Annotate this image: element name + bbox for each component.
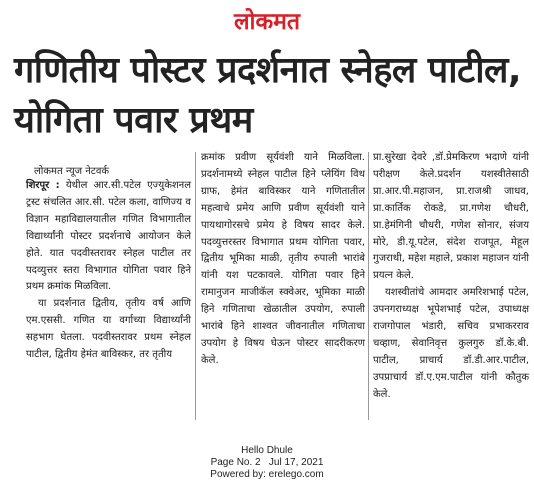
article-paragraph: या प्रदर्शनात द्वितीय, तृतीय वर्ष आणि एम.एससी. गणित या वर्गाच्या विद्यार्थ्यांनी सहभाग घेतला. पदवीस्तरावर प्रथम स्नेहल पाटील, द्वितीय हेमंत बाविस्कर, तर तृतीय: [26, 298, 191, 361]
column-divider: [195, 152, 196, 420]
article-paragraph: क्रमांक प्रवीण सूर्यवंशी याने मिळविला. प्रदर्शनामध्ये स्नेहल पाटील हिने प्लेयिंग विथ ग्राफ, हेमंत बाविस्कर याने गणितातील महत्वाचे प्रमेय आणि प्रवीण सूर्यवंशी याने पायथागोरसचे प्रमेय हे विषय सादर केले. पदव्युत्तरस्तर विभागात प्रथम योगिता पवार, द्वितीय भूमिका माळी, तृतीय रुपाली भारांबे यांनी यश पटकावले. योगिता पवार हिने रामानुजन माजीकॅल स्क्वेअर, भूमिका माळी हिने गणिताचा खेळातील उपयोग, रुपाली भारांबे हिने शाश्वत जीवनातील गणिताचा उपयोग हे विषय घेऊन पोस्टर सादरीकरण केले.: [201, 152, 365, 366]
byline: लोकमत न्यूज नेटवर्क: [34, 166, 110, 177]
article-column-3: [373, 150, 529, 404]
article-column-2: [201, 150, 365, 370]
column-divider: [368, 152, 369, 420]
footer-powered-by: Powered by: erelego.com: [210, 469, 324, 480]
article-column-1: [26, 178, 191, 364]
article-paragraph: [26, 178, 191, 296]
article-headline: गणितीय पोस्टर प्रदर्शनात स्नेहल पाटील, योगिता पवार प्रथम: [14, 50, 522, 141]
paragraph-text: येथील आर.सी.पटेल एज्युकेशनल ट्रस्ट संचलित आर.सी. पटेल कला, वाणिज्य व विज्ञान महाविद्यालयातील गणित विभागातील विद्यार्थ्यांनी पोस्टर प्रदर्शनाचे आयोजन केले होते. यात पदवीस्तरावर स्नेहल पाटील तर पदव्युत्तर स्तरा विभागात योगिता पवार हिने प्रथम क्रमांक मिळविला.: [26, 180, 191, 293]
dateline: शिरपूर :: [26, 180, 60, 191]
footer-edition: Hello Dhule: [241, 445, 293, 456]
footer-page-date: Page No. 2 Jul 17, 2021: [210, 457, 324, 468]
newspaper-logo: लोकमत: [233, 9, 301, 35]
article-paragraph: प्रा.सुरेखा देवरे ,डॉ.प्रेमकिरण भदाणे यांनी परीक्षण केले.प्रदर्शन यशस्वीतेसाठी प्रा.आर.पी.महाजन, प्रा.राजश्री जाधव, प्रा.कार्तिक रोकडे, प्रा.गणेश चौधरी, प्रा.हेमंगिनी चौधरी, गणेश सोनार, संजय मोरे, डी.यू.पटेल, संदेश राजपूत, मेहूल गुजराथी, महेश महाले, प्रकाश महाजन यांनी प्रयत्न केले.: [373, 152, 529, 282]
article-paragraph: यशस्वीतांचे आमदार अमरिशभाई पटेल, उपनगराध्यक्ष भूपेशभाई पटेल, उपाध्यक्ष राजगोपाल भंडारी, सचिव प्रभाकरराव चव्हाण, सेवानिवृत्त कुलगुरु डॉ.के.बी. पाटील, प्राचार्य डॉ.डी.आर.पाटील, उपप्राचार्य डॉ.ए.एम.पाटील यांनी कौतुक केले.: [373, 287, 529, 400]
